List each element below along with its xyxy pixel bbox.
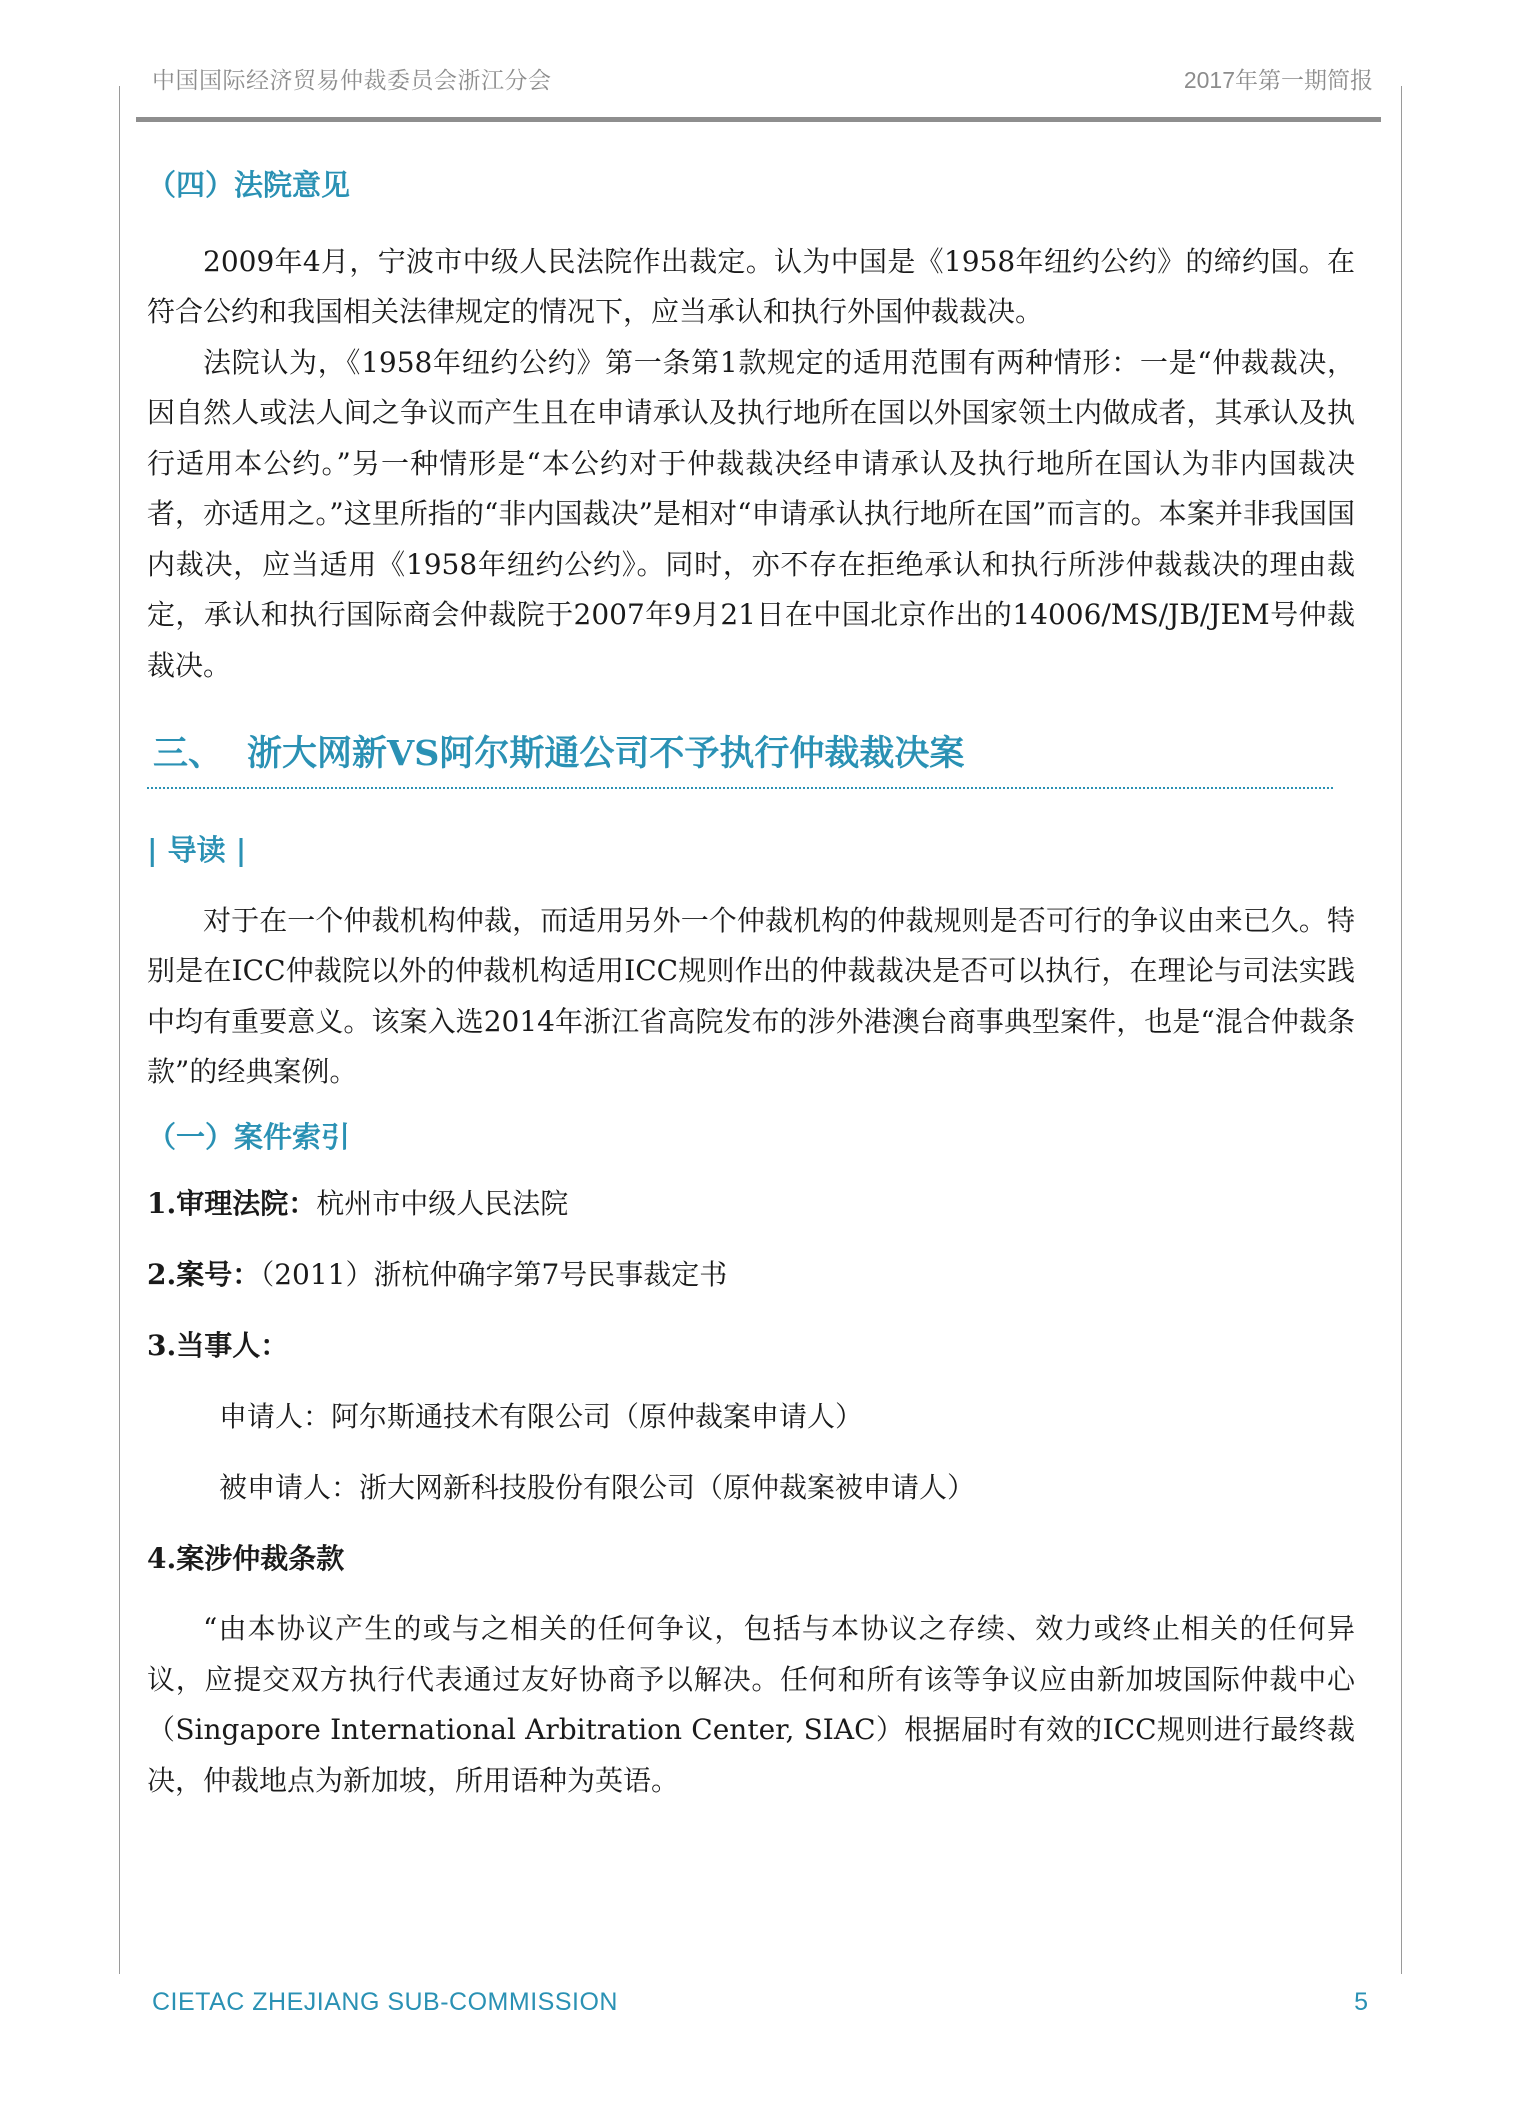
court-opinion-paragraph-1: 2009年4月，宁波市中级人民法院作出裁定。认为中国是《1958年纽约公约》的缔约国。在符合公约和我国相关法律规定的情况下，应当承认和执行外国仲裁裁决。 bbox=[147, 244, 1355, 328]
parties-item bbox=[147, 1310, 1355, 1381]
court-opinion-paragraph-2: 法院认为，《1958年纽约公约》第一条第1款规定的适用范围有两种情形：一是“仲裁裁决，因自然人或法人间之争议而产生且在申请承认及执行地所在国以外国家领土内做成者，其承认及执行适用本公约。”另一种情形是“本公约对于仲裁裁决经申请承认及执行地所在国认为非内国裁决者，亦适用之。”这里所指的“非内国裁决”是相对“申请承认执行地所在国”而言的。本案并非我国国内裁决，应当适用《1958年纽约公约》。同时，亦不存在拒绝承认和执行所涉仲裁裁决的理由裁定，承认和执行国际商会仲裁院于2007年9月21日在中国北京作出的14006/MS/JB/JEM号仲裁裁决。 bbox=[147, 345, 1355, 682]
section-number: 三、 bbox=[153, 733, 224, 774]
page-margin-line-left bbox=[119, 86, 120, 1974]
lead-paragraph: 对于在一个仲裁机构仲裁，而适用另外一个仲裁机构的仲裁规则是否可行的争议由来已久。特别是在ICC仲裁院以外的仲裁机构适用ICC规则作出的仲裁裁决是否可以执行，在理论与司法实践中均有重要意义。该案入选2014年浙江省高院发布的涉外港澳台商事典型案件，也是“混合仲裁条款”的经典案例。 bbox=[147, 903, 1355, 1088]
header-organization: 中国国际经济贸易仲裁委员会浙江分会 bbox=[152, 67, 552, 93]
header-divider bbox=[136, 117, 1381, 122]
lead-heading: | 导读 | bbox=[147, 833, 247, 867]
clause-label: 4.案涉仲裁条款 bbox=[147, 1542, 345, 1575]
page-margin-line-right bbox=[1401, 86, 1402, 1974]
court-label: 1.审理法院： bbox=[147, 1187, 317, 1220]
footer-organization: CIETAC ZHEJIANG SUB-COMMISSION bbox=[152, 1988, 618, 2016]
page-number: 5 bbox=[1354, 1988, 1368, 2016]
case-number-item bbox=[147, 1239, 1355, 1310]
section-title-text: 浙大网新VS阿尔斯通公司不予执行仲裁裁决案 bbox=[247, 733, 965, 774]
clause-item bbox=[147, 1523, 1355, 1594]
applicant-line: 申请人：阿尔斯通技术有限公司（原仲裁案申请人） bbox=[219, 1400, 864, 1433]
clause-paragraph: “由本协议产生的或与之相关的任何争议，包括与本协议之存续、效力或终止相关的任何异议，应提交双方执行代表通过友好协商予以解决。任何和所有该等争议应由新加坡国际仲裁中心（Singapore International Arbitration Center, SIAC）根据届时有效的ICC规则进行最终裁决，仲裁地点为新加坡，所用语种为英语。 bbox=[147, 1612, 1355, 1797]
court-item bbox=[147, 1168, 1355, 1239]
case-index-heading: （一）案件索引 bbox=[147, 1119, 351, 1154]
court-value: 杭州市中级人民法院 bbox=[316, 1187, 569, 1220]
case-number-value: （2011）浙杭仲确字第7号民事裁定书 bbox=[260, 1258, 728, 1291]
case-number-label: 2.案号： bbox=[147, 1258, 261, 1291]
page-content bbox=[147, 160, 1355, 1806]
section-title bbox=[147, 729, 1333, 789]
header-issue: 2017年第一期简报 bbox=[1183, 67, 1373, 93]
court-opinion-heading: （四）法院意见 bbox=[147, 168, 351, 202]
parties-label: 3.当事人： bbox=[147, 1329, 289, 1362]
respondent-line: 被申请人：浙大网新科技股份有限公司（原仲裁案被申请人） bbox=[219, 1471, 976, 1504]
